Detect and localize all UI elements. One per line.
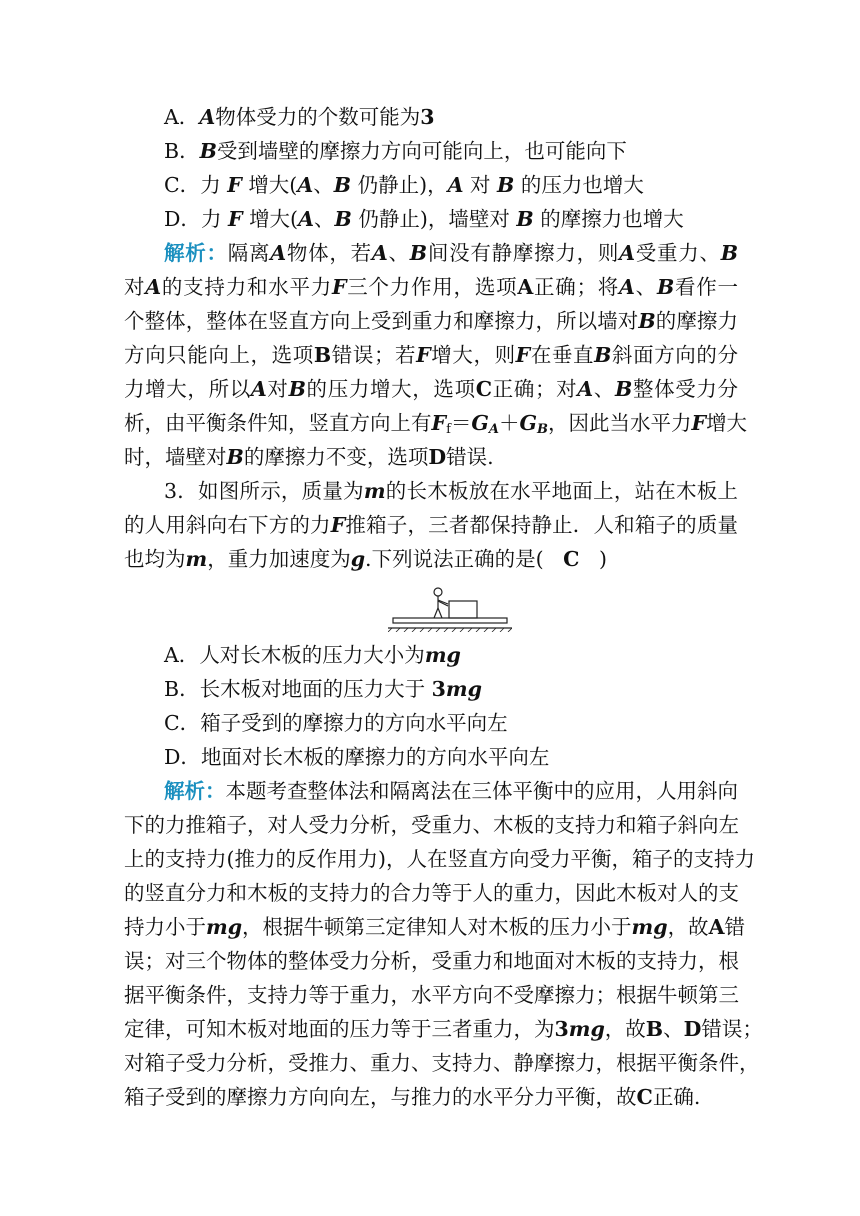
q2-analysis-line-4: 方向只能向上，选项B错误；若F增大，则F在垂直B斜面方向的分 bbox=[124, 343, 738, 367]
q3-analysis-line-5: 持力小于mg，根据牛顿第三定律知人对木板的压力小于mg，故A错 bbox=[124, 915, 745, 939]
q3-analysis-line-3: 上的支持力(推力的反作用力)，人在竖直方向受力平衡，箱子的支持力 bbox=[124, 847, 755, 871]
person-pushing-box-figure bbox=[388, 584, 512, 632]
q2-option-d: D．力 F 增大(A、B 仍静止)，墙壁对 B 的摩擦力也增大 bbox=[164, 207, 684, 231]
q3-analysis-line-7: 据平衡条件，支持力等于重力，水平方向不受摩擦力；根据牛顿第三 bbox=[124, 983, 739, 1007]
q2-analysis-line-3: 个整体，整体在竖直方向上受到重力和摩擦力，所以墙对B的摩擦力 bbox=[124, 309, 739, 333]
wooden-board bbox=[393, 618, 507, 623]
q3-analysis-line-1: 解析：本题考查整体法和隔离法在三体平衡中的应用，人用斜向 bbox=[164, 779, 738, 803]
q3-analysis-line-8: 定律，可知木板对地面的压力等于三者重力，为3mg，故B、D错误； bbox=[124, 1017, 763, 1041]
q3-option-c: C．箱子受到的摩擦力的方向水平向左 bbox=[164, 711, 508, 735]
q3-analysis-line-4: 的竖直分力和木板的支持力的合力等于人的重力，因此木板对人的支 bbox=[124, 881, 739, 905]
q3-option-d: D．地面对长木板的摩擦力的方向水平向左 bbox=[164, 745, 550, 769]
q3-answer: C bbox=[563, 547, 580, 571]
q3-analysis-line-2: 下的力推箱子，对人受力分析，受重力、木板的支持力和箱子斜向左 bbox=[124, 813, 739, 837]
q3-analysis-line-6: 误；对三个物体的整体受力分析，受重力和地面对木板的支持力，根 bbox=[124, 949, 739, 973]
q2-analysis-line-1: 解析：隔离A物体，若A、B间没有静摩擦力，则A受重力、B bbox=[164, 241, 739, 265]
q3-analysis-line-10: 箱子受到的摩擦力方向向左，与推力的水平分力平衡，故C正确. bbox=[124, 1085, 701, 1109]
q2-analysis-line-6: 析，由平衡条件知，竖直方向上有$Ff=G_A+G_B$，因此当水平力F增大 bbox=[124, 411, 748, 437]
q3-analysis-line-9: 对箱子受力分析，受推力、重力、支持力、静摩擦力，根据平衡条件， bbox=[124, 1051, 760, 1075]
q2-analysis-line-7: 时，墙壁对B的摩擦力不变，选项D错误. bbox=[124, 445, 494, 469]
q3-option-b: B．长木板对地面的压力大于 3mg bbox=[164, 677, 482, 701]
q2-option-c: C．力 F 增大(A、B 仍静止)，A 对 B 的压力也增大 bbox=[164, 173, 644, 197]
q3-option-a: A．人对长木板的压力大小为mg bbox=[164, 643, 461, 667]
person-leg bbox=[434, 608, 438, 618]
q3-stem-line-2: 的人用斜向右下方的力F推箱子，三者都保持静止．人和箱子的质量 bbox=[124, 513, 738, 537]
q3-stem-line-3: 也均为m，重力加速度为g.下列说法正确的是( C ) bbox=[124, 547, 608, 571]
q2-option-a: A．A物体受力的个数可能为3 bbox=[164, 105, 435, 129]
q2-analysis-line-2: 对A的支持力和水平力F三个力作用，选项A正确；将A、B看作一 bbox=[124, 275, 739, 299]
q2-analysis-line-5: 力增大，所以A对B的压力增大，选项C正确；对A、B整体受力分 bbox=[124, 377, 739, 401]
q3-stem-line-1: 3．如图所示，质量为m的长木板放在水平地面上，站在木板上 bbox=[164, 479, 738, 503]
person-head bbox=[434, 588, 442, 596]
q2-option-b: B．B受到墙壁的摩擦力方向可能向上，也可能向下 bbox=[164, 139, 627, 163]
box bbox=[449, 601, 477, 618]
